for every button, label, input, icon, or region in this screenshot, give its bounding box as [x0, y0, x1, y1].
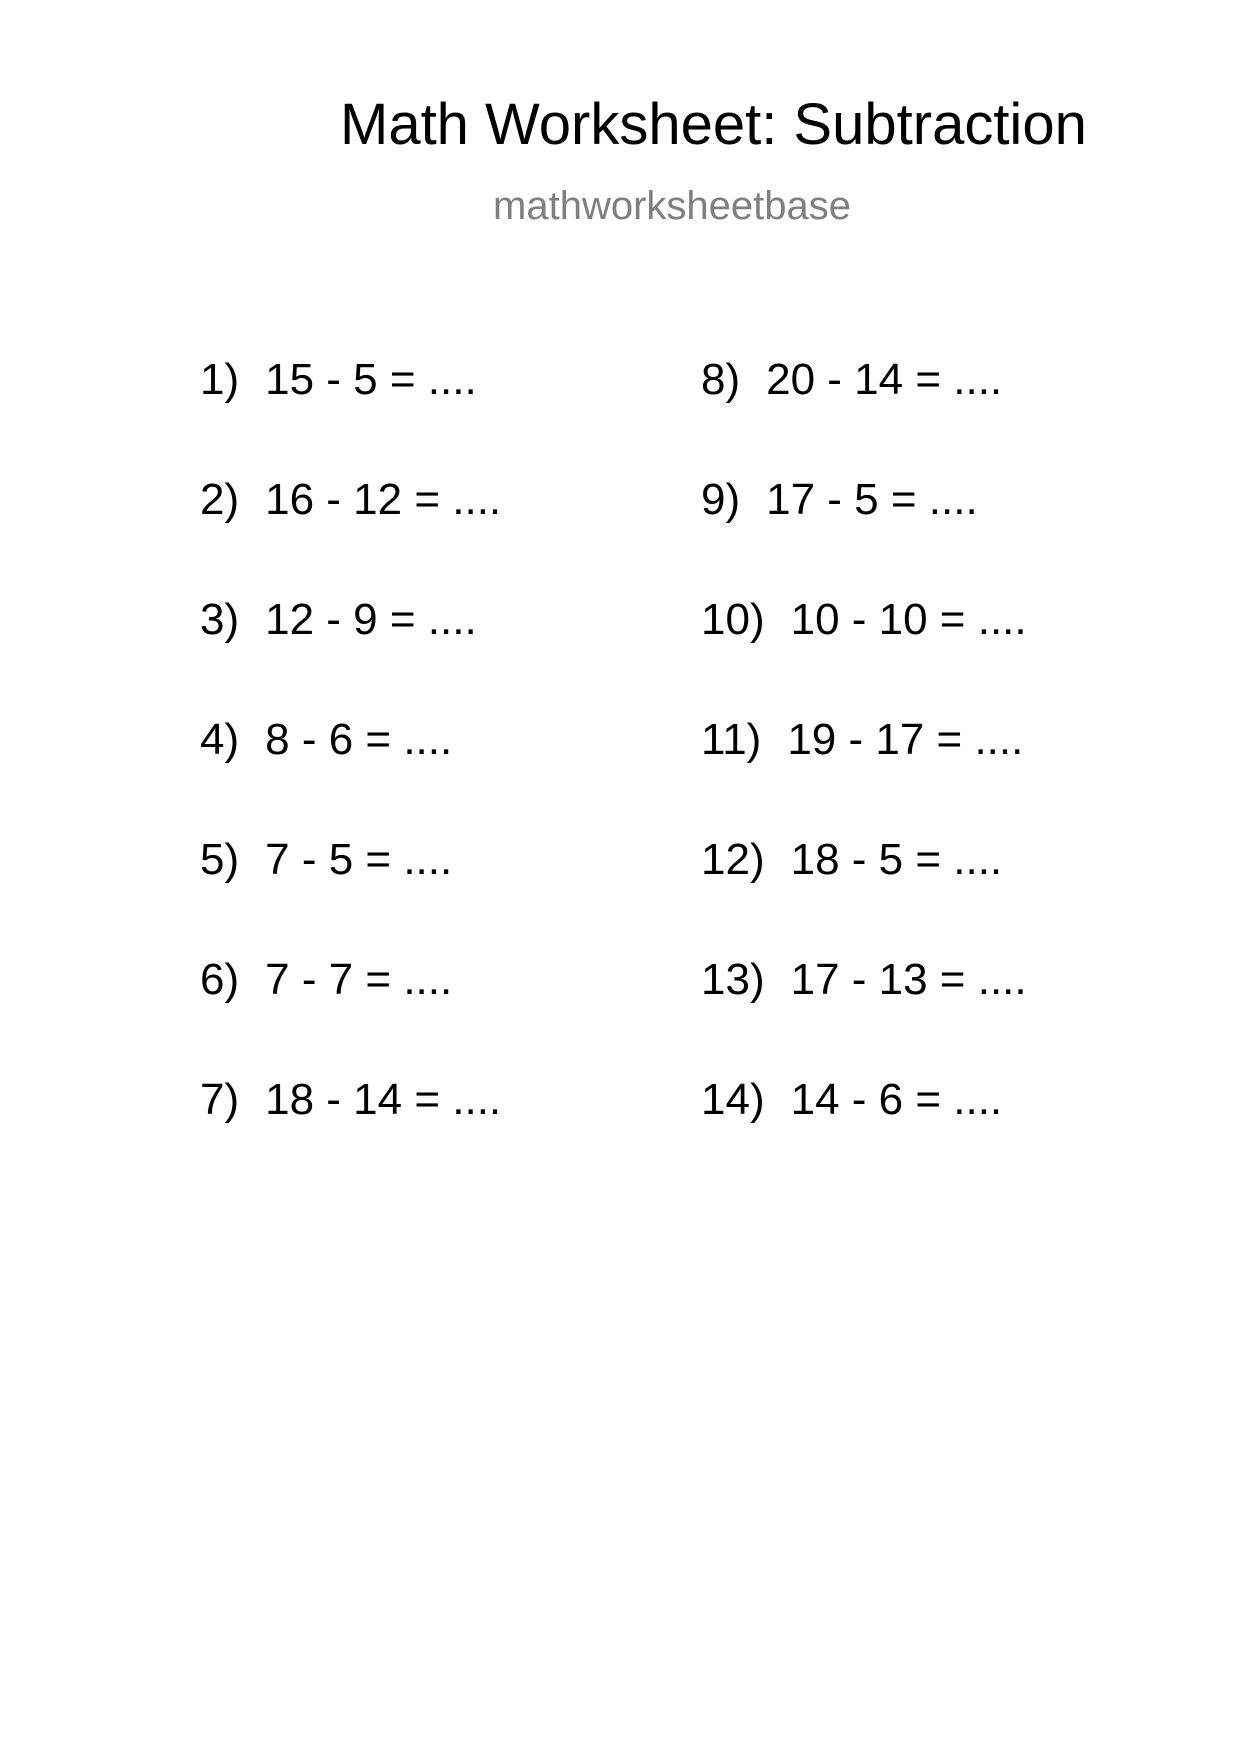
problem-number: 11) — [701, 715, 762, 764]
problem-item — [200, 955, 501, 1078]
problem-number: 12) — [701, 835, 765, 884]
problem-item — [200, 1075, 502, 1198]
problem-item — [200, 715, 501, 838]
problem-number: 10) — [701, 595, 765, 644]
problem-expression: 15 - 5 = .... — [265, 355, 477, 404]
problem-item — [701, 715, 1027, 838]
problem-item — [701, 595, 1027, 718]
problem-expression: 17 - 13 = .... — [790, 955, 1027, 1004]
problem-expression: 20 - 14 = .... — [766, 355, 1003, 404]
problem-item — [200, 355, 501, 478]
problem-expression: 7 - 7 = .... — [265, 955, 453, 1004]
problem-number: 14) — [701, 1075, 765, 1124]
problem-item — [701, 1075, 1027, 1198]
problem-number: 4) — [200, 715, 240, 764]
problem-item — [701, 475, 1027, 598]
problem-number: 9) — [701, 475, 741, 524]
problem-number: 6) — [200, 955, 240, 1004]
problem-number: 8) — [701, 355, 741, 404]
problem-number: 7) — [200, 1075, 240, 1124]
problem-item — [701, 835, 1027, 958]
page-title: Math Worksheet: Subtraction — [340, 92, 1087, 157]
problem-item — [701, 355, 1027, 478]
problem-number: 1) — [200, 355, 240, 404]
problem-expression: 19 - 17 = .... — [787, 715, 1024, 764]
problem-expression: 8 - 6 = .... — [265, 715, 453, 764]
problem-number: 3) — [200, 595, 240, 644]
problem-column-right — [701, 355, 1027, 1198]
problem-expression: 18 - 5 = .... — [790, 835, 1003, 884]
problem-item — [200, 595, 501, 718]
problem-expression: 7 - 5 = .... — [265, 835, 453, 884]
problem-expression: 14 - 6 = .... — [790, 1075, 1003, 1124]
problem-item — [701, 955, 1027, 1078]
problem-item — [200, 475, 502, 598]
problem-expression: 10 - 10 = .... — [790, 595, 1027, 644]
problem-item — [200, 835, 501, 958]
problem-number: 13) — [701, 955, 765, 1004]
problem-expression: 16 - 12 = .... — [265, 475, 502, 524]
problem-expression: 12 - 9 = .... — [265, 595, 477, 644]
problem-expression: 18 - 14 = .... — [265, 1075, 502, 1124]
problem-column-left — [200, 355, 502, 1198]
problem-number: 5) — [200, 835, 240, 884]
problem-expression: 17 - 5 = .... — [766, 475, 978, 524]
page-subtitle: mathworksheetbase — [493, 184, 851, 228]
problem-number: 2) — [200, 475, 240, 524]
